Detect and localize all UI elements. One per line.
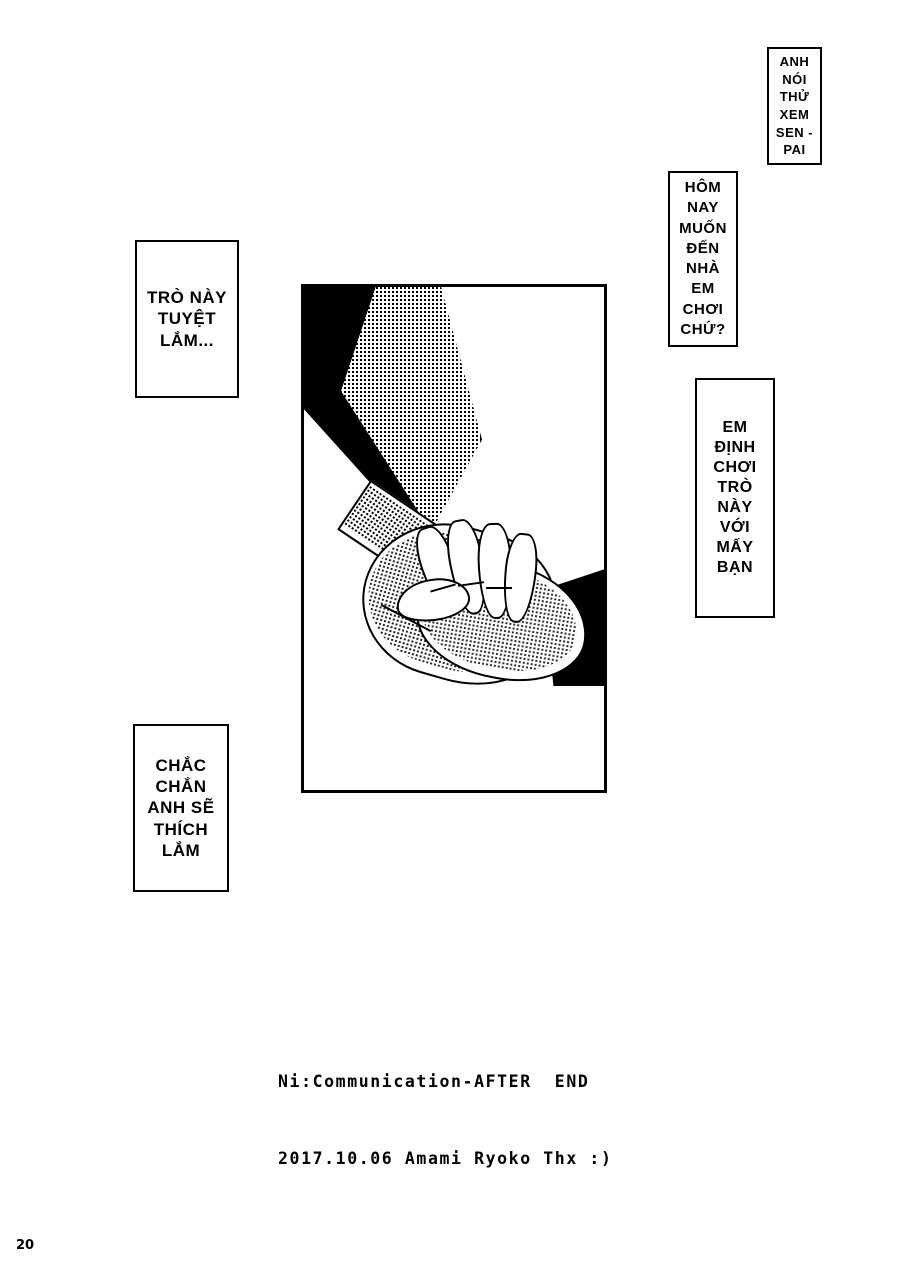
- credits-line-2: 2017.10.06 Amami Ryoko Thx :): [278, 1148, 613, 1168]
- speech-bubble-anh-text: ANH NÓI THỬ XEM SEN -PAI: [775, 54, 814, 158]
- sleeve-highlight-dot: [324, 473, 348, 500]
- speech-bubble-tro-text: TRÒ NÀY TUYỆT LẮM...: [147, 288, 227, 350]
- speech-bubble-em-text: EM ĐỊNH CHƠI TRÒ NÀY VỚI MẤY BẠN: [713, 419, 757, 576]
- speech-bubble-em: [695, 378, 775, 618]
- page-number: 20: [16, 1238, 35, 1253]
- manga-panel: [301, 284, 607, 793]
- speech-bubble-chac: [133, 724, 229, 892]
- speech-bubble-chac-text: CHẮC CHẮN ANH SẼ THÍCH LẮM: [147, 755, 215, 860]
- speech-bubble-hom: [668, 171, 738, 347]
- speech-bubble-hom-text: HÔM NAY MUỐN ĐẾN NHÀ EM CHƠI CHỨ?: [679, 179, 727, 338]
- speech-bubble-tro: [135, 240, 239, 398]
- sleeve-highlight-dot: [320, 447, 335, 463]
- knuckle-line: [486, 587, 512, 589]
- credits-line-1: Ni:Communication-AFTER END: [278, 1072, 590, 1092]
- credits-block: [278, 1018, 612, 1223]
- speech-bubble-anh: [767, 47, 822, 165]
